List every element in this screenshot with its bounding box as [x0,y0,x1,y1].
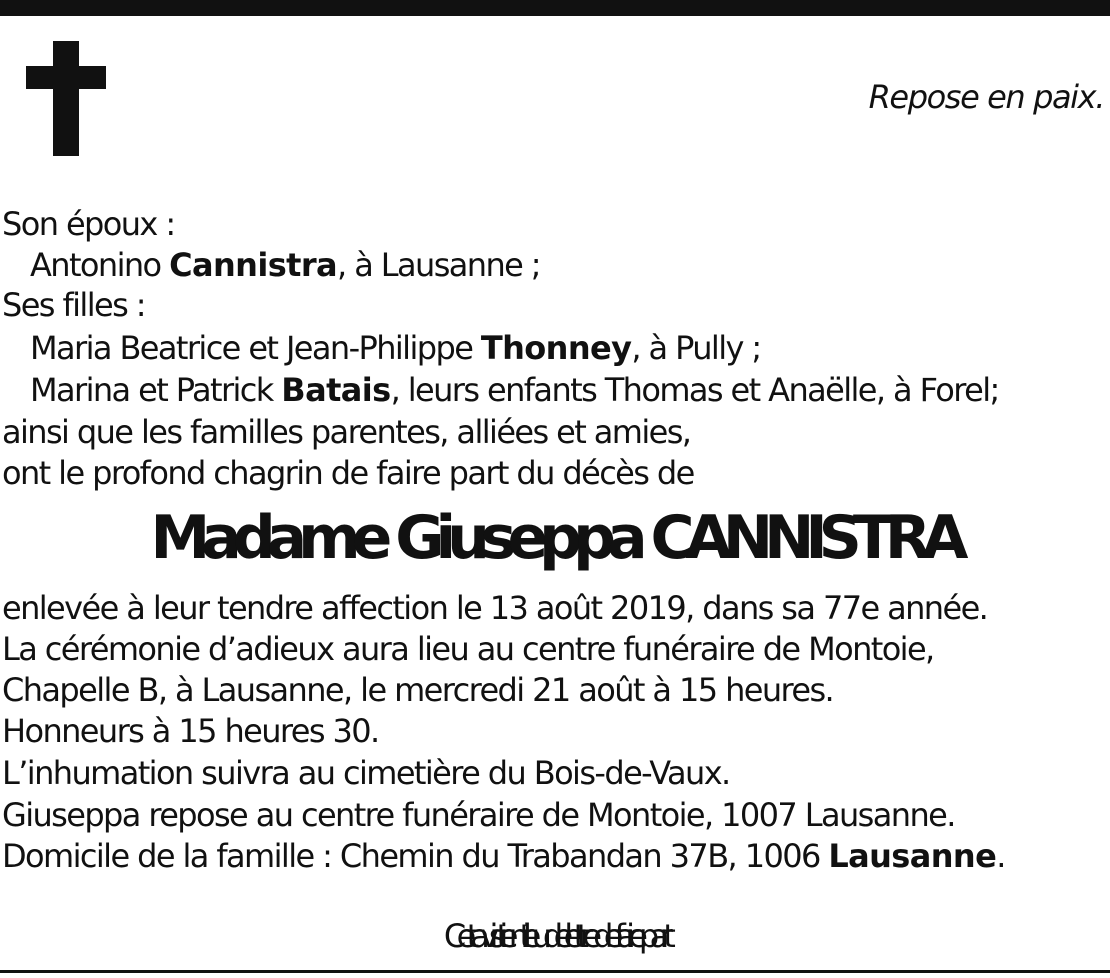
details-line-4: Honneurs à 15 heures 30. [2,712,379,750]
announcement-line: ont le profond chagrin de faire part du décès de [2,454,694,492]
spouse-location: , à Lausanne ; [337,246,540,284]
spouse-line [30,245,540,285]
cross-horizontal-beam [26,66,106,89]
domicile-period: . [996,837,1005,875]
daughter1-location: , à Pully ; [631,329,761,367]
daughter1-names: Maria Beatrice et Jean-Philippe [30,329,481,367]
details-line-5: L’inhumation suivra au cimetière du Bois-de-Vaux. [2,754,730,792]
bottom-border-rule [0,970,1110,973]
domicile-city: Lausanne [828,837,997,875]
domicile-address: Domicile de la famille : Chemin du Trabandan 37B, 1006 [2,837,829,875]
cross-icon [26,41,106,156]
spouse-heading: Son époux : [2,205,175,243]
daughters-heading: Ses filles : [2,286,145,324]
deceased-name: Madame Giuseppa CANNISTRA [150,503,960,573]
details-line-2: La cérémonie d’adieux aura lieu au centre funéraire de Montoie, [2,630,934,668]
spouse-surname: Cannistra [169,246,338,284]
cross-vertical-beam [53,41,79,156]
motto-text: Repose en paix. [868,78,1104,116]
daughter1-surname: Thonney [480,329,632,367]
footer-note: Cet avis tient lieu de lettre de faire part [443,917,667,955]
daughter2-surname: Batais [281,371,391,409]
daughter2-details: , leurs enfants Thomas et Anaëlle, à Forel; [390,371,999,409]
details-line-7 [2,836,1005,876]
spouse-first-name: Antonino [30,246,170,284]
details-line-6: Giuseppa repose au centre funéraire de Montoie, 1007 Lausanne. [2,796,955,834]
details-line-1: enlevée à leur tendre affection le 13 août 2019, dans sa 77e année. [2,589,988,627]
daughter2-names: Marina et Patrick [30,371,282,409]
daughter1-line [30,328,761,368]
details-line-3: Chapelle B, à Lausanne, le mercredi 21 août à 15 heures. [2,671,834,709]
daughter2-line [30,370,999,410]
top-border-bar [0,0,1110,16]
relatives-line: ainsi que les familles parentes, alliées et amies, [2,413,691,451]
